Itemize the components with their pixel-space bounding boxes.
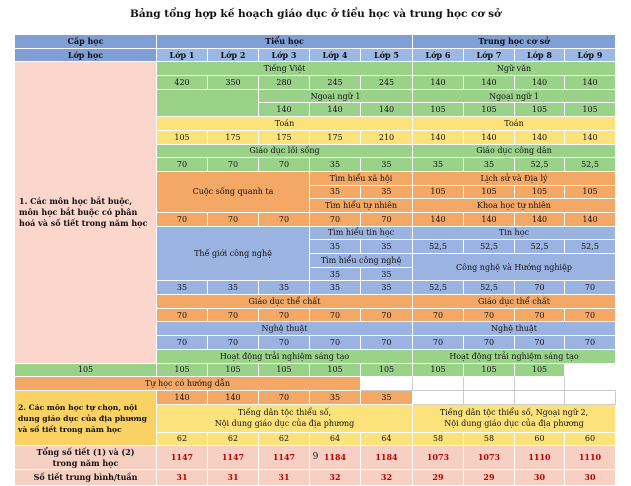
value-cell: 70: [208, 336, 259, 350]
value-cell: 140: [361, 103, 413, 117]
value-cell: 140: [413, 76, 464, 90]
elective-primary-cell: [157, 404, 413, 432]
elective-secondary-cell: [413, 404, 616, 432]
value-cell: 35: [208, 281, 259, 295]
value-cell: 70: [157, 308, 208, 322]
subject-cell: Hoạt động trải nghiệm sáng tạo: [413, 349, 616, 363]
average-cell: 30: [515, 470, 565, 486]
value-cell: 70: [361, 212, 413, 226]
empty-cell: [464, 390, 515, 404]
subject-cell: Tìm hiểu công nghệ: [310, 254, 413, 268]
value-cell: 62: [157, 432, 208, 446]
value-cell: 70: [413, 308, 464, 322]
average-label: Số tiết trung bình/tuần: [15, 470, 157, 486]
grade-cell: Lớp 5: [361, 48, 413, 62]
value-cell: 105: [157, 130, 208, 144]
grade-cell: Lớp 9: [565, 48, 616, 62]
total-label-line-2: trong năm học: [52, 457, 119, 468]
value-cell: 70: [464, 336, 515, 350]
value-cell: 140: [310, 103, 361, 117]
value-cell: 52,5: [515, 240, 565, 254]
subject-cell: Giáo dục thể chất: [157, 295, 413, 309]
empty-cell: [413, 377, 464, 391]
value-cell: 35: [310, 158, 361, 172]
value-cell: 35: [361, 185, 413, 199]
value-cell: 105: [413, 185, 464, 199]
total-cell: 1147: [157, 446, 208, 470]
value-cell: 210: [361, 130, 413, 144]
average-cell: 31: [208, 470, 259, 486]
value-cell: 245: [310, 76, 361, 90]
subject-cell: Nghệ thuật: [157, 322, 413, 336]
subject-cell: Nghệ thuật: [413, 322, 616, 336]
value-cell: 35: [413, 158, 464, 172]
average-cell: 31: [259, 470, 310, 486]
table-row: [15, 377, 616, 391]
value-cell: 420: [157, 76, 208, 90]
value-cell: 35: [259, 281, 310, 295]
value-cell: 70: [259, 390, 310, 404]
total-cell: 1147: [208, 446, 259, 470]
total-cell: 1184: [361, 446, 413, 470]
value-cell: 70: [361, 308, 413, 322]
subject-cell: Tìm hiểu xã hội: [310, 171, 413, 185]
subject-cell: Ngữ văn: [413, 62, 616, 76]
grade-cell: Lớp 3: [259, 48, 310, 62]
value-cell: 52,5: [565, 158, 616, 172]
value-cell: 35: [310, 390, 361, 404]
value-cell: 70: [361, 336, 413, 350]
table-row: [15, 470, 616, 486]
subject-cell: Tìm hiểu tin học: [310, 226, 413, 240]
value-cell: 35: [310, 185, 361, 199]
value-cell: 140: [413, 212, 464, 226]
grade-header: Lớp học: [15, 48, 157, 62]
value-cell: 105: [15, 363, 157, 377]
empty-cell: [464, 377, 515, 391]
value-cell: 60: [515, 432, 565, 446]
value-cell: 70: [565, 336, 616, 350]
total-cell: 1147: [259, 446, 310, 470]
value-cell: 105: [464, 363, 515, 377]
table-row: [15, 48, 616, 62]
empty-cell: [515, 377, 565, 391]
value-cell: 70: [565, 308, 616, 322]
grade-cell: Lớp 1: [157, 48, 208, 62]
value-cell: 52,5: [413, 281, 464, 295]
value-cell: 140: [565, 76, 616, 90]
value-cell: 35: [361, 390, 413, 404]
value-cell: 70: [208, 308, 259, 322]
average-cell: 30: [565, 470, 616, 486]
value-cell: 105: [565, 185, 616, 199]
table-row: [15, 62, 616, 76]
value-cell: 140: [157, 390, 208, 404]
empty-cell: [361, 377, 413, 391]
value-cell: 58: [413, 432, 464, 446]
value-cell: 70: [565, 281, 616, 295]
section-2-label: 2. Các môn học tự chọn, nội dung giáo dục của địa phương và số tiết trong năm học: [15, 390, 157, 445]
value-cell: 105: [464, 185, 515, 199]
elective-primary-line-1: Tiếng dân tộc thiểu số,: [237, 408, 332, 418]
table-row: [15, 35, 616, 49]
subject-cell: Ngoại ngữ 1: [413, 89, 616, 103]
value-cell: 245: [361, 76, 413, 90]
grade-cell: Lớp 2: [208, 48, 259, 62]
total-cell: 1184: [310, 446, 361, 470]
empty-cell: [515, 390, 565, 404]
subject-cell: Tìm hiểu tự nhiên: [310, 199, 413, 213]
value-cell: 35: [361, 281, 413, 295]
value-cell: 105: [413, 363, 464, 377]
subject-cell: Tự học có hướng dẫn: [15, 377, 361, 391]
value-cell: 70: [259, 212, 310, 226]
value-cell: 60: [565, 432, 616, 446]
value-cell: 70: [464, 308, 515, 322]
subject-cell: Ngoại ngữ 1: [259, 89, 413, 103]
value-cell: 35: [361, 240, 413, 254]
average-cell: 29: [413, 470, 464, 486]
value-cell: 140: [515, 130, 565, 144]
value-cell: 52,5: [413, 240, 464, 254]
value-cell: 52,5: [464, 281, 515, 295]
value-cell: 140: [259, 103, 310, 117]
value-cell: 70: [515, 308, 565, 322]
document-title: Bảng tổng hợp kế hoạch giáo dục ở tiểu học và trung học cơ sở: [130, 8, 501, 20]
education-plan-table: [14, 34, 616, 486]
section-1-label: 1. Các môn học bắt buộc, môn học bắt buộc có phân hoá và số tiết trong năm học: [15, 62, 157, 363]
value-cell: 140: [565, 212, 616, 226]
table-row: [15, 363, 616, 377]
average-cell: 32: [310, 470, 361, 486]
value-cell: 52,5: [565, 240, 616, 254]
average-cell: 31: [157, 470, 208, 486]
value-cell: 140: [208, 390, 259, 404]
total-cell: 1110: [565, 446, 616, 470]
primary-header: Tiểu học: [157, 35, 413, 49]
value-cell: 105: [515, 185, 565, 199]
value-cell: 140: [464, 130, 515, 144]
value-cell: 105: [157, 363, 208, 377]
value-cell: 70: [259, 308, 310, 322]
subject-cell: Toán: [413, 117, 616, 131]
subject-cell: Công nghệ và Hướng nghiệp: [413, 254, 616, 281]
value-cell: 105: [515, 103, 565, 117]
subject-cell: Lịch sử và Địa lý: [413, 171, 616, 185]
value-cell: 175: [259, 130, 310, 144]
value-cell: 58: [464, 432, 515, 446]
value-cell: 35: [157, 281, 208, 295]
grade-cell: Lớp 8: [515, 48, 565, 62]
value-cell: 62: [259, 432, 310, 446]
empty-cell: [565, 390, 616, 404]
value-cell: 52,5: [464, 240, 515, 254]
value-cell: 140: [515, 212, 565, 226]
value-cell: 175: [208, 130, 259, 144]
value-cell: 62: [208, 432, 259, 446]
total-label-line-1: Tổng số tiết (1) và (2): [36, 446, 135, 457]
table-row: [15, 390, 616, 404]
value-cell: 105: [464, 103, 515, 117]
value-cell: 70: [310, 336, 361, 350]
empty-cell: [157, 89, 259, 116]
value-cell: 105: [413, 103, 464, 117]
average-cell: 29: [464, 470, 515, 486]
value-cell: 105: [361, 363, 413, 377]
value-cell: 70: [515, 336, 565, 350]
value-cell: 105: [565, 103, 616, 117]
value-cell: 140: [464, 76, 515, 90]
elective-primary-line-2: Nội dung giáo dục của địa phương: [214, 419, 355, 429]
subject-cell: Cuộc sống quanh ta: [157, 171, 310, 212]
grade-cell: Lớp 7: [464, 48, 515, 62]
value-cell: 140: [464, 212, 515, 226]
value-cell: 140: [515, 76, 565, 90]
value-cell: 105: [208, 363, 259, 377]
subject-cell: Giáo dục công dân: [413, 144, 616, 158]
subject-cell: Hoạt động trải nghiệm sáng tạo: [157, 349, 413, 363]
value-cell: 140: [413, 130, 464, 144]
value-cell: 70: [310, 308, 361, 322]
value-cell: 175: [310, 130, 361, 144]
subject-cell: Giáo dục thể chất: [413, 295, 616, 309]
value-cell: 52,5: [515, 158, 565, 172]
value-cell: 64: [361, 432, 413, 446]
value-cell: 35: [310, 240, 361, 254]
subject-cell: Toán: [157, 117, 413, 131]
value-cell: 70: [259, 336, 310, 350]
total-cell: 1073: [413, 446, 464, 470]
subject-cell: Tin học: [413, 226, 616, 240]
value-cell: 35: [361, 267, 413, 281]
value-cell: 70: [310, 212, 361, 226]
elective-secondary-line-1: Tiếng dân tộc thiểu số, Ngoại ngữ 2,: [439, 408, 589, 418]
value-cell: 70: [259, 158, 310, 172]
page-number: 9: [312, 452, 319, 462]
average-cell: 32: [361, 470, 413, 486]
value-cell: 70: [208, 212, 259, 226]
value-cell: 105: [515, 363, 565, 377]
value-cell: 280: [259, 76, 310, 90]
value-cell: 35: [310, 281, 361, 295]
grade-cell: Lớp 4: [310, 48, 361, 62]
value-cell: 105: [259, 363, 310, 377]
value-cell: 35: [310, 267, 361, 281]
value-cell: 64: [310, 432, 361, 446]
subject-cell: Thế giới công nghệ: [157, 226, 310, 281]
subject-cell: Giáo dục lối sống: [157, 144, 413, 158]
value-cell: 105: [310, 363, 361, 377]
empty-cell: [413, 390, 464, 404]
value-cell: 35: [361, 158, 413, 172]
value-cell: 350: [208, 76, 259, 90]
value-cell: 35: [464, 158, 515, 172]
elective-secondary-line-2: Nội dung giáo dục của địa phương: [444, 419, 584, 429]
subject-cell: Tiếng Việt: [157, 62, 413, 76]
value-cell: 70: [515, 281, 565, 295]
value-cell: 70: [413, 336, 464, 350]
total-cell: 1073: [464, 446, 515, 470]
value-cell: 70: [208, 158, 259, 172]
value-cell: 70: [157, 158, 208, 172]
grade-cell: Lớp 6: [413, 48, 464, 62]
value-cell: 70: [157, 212, 208, 226]
total-cell: 1110: [515, 446, 565, 470]
subject-cell: Khoa học tự nhiên: [413, 199, 616, 213]
secondary-header: Trung học cơ sở: [413, 35, 616, 49]
level-header: Cấp học: [15, 35, 157, 49]
value-cell: 70: [157, 336, 208, 350]
value-cell: 140: [565, 130, 616, 144]
